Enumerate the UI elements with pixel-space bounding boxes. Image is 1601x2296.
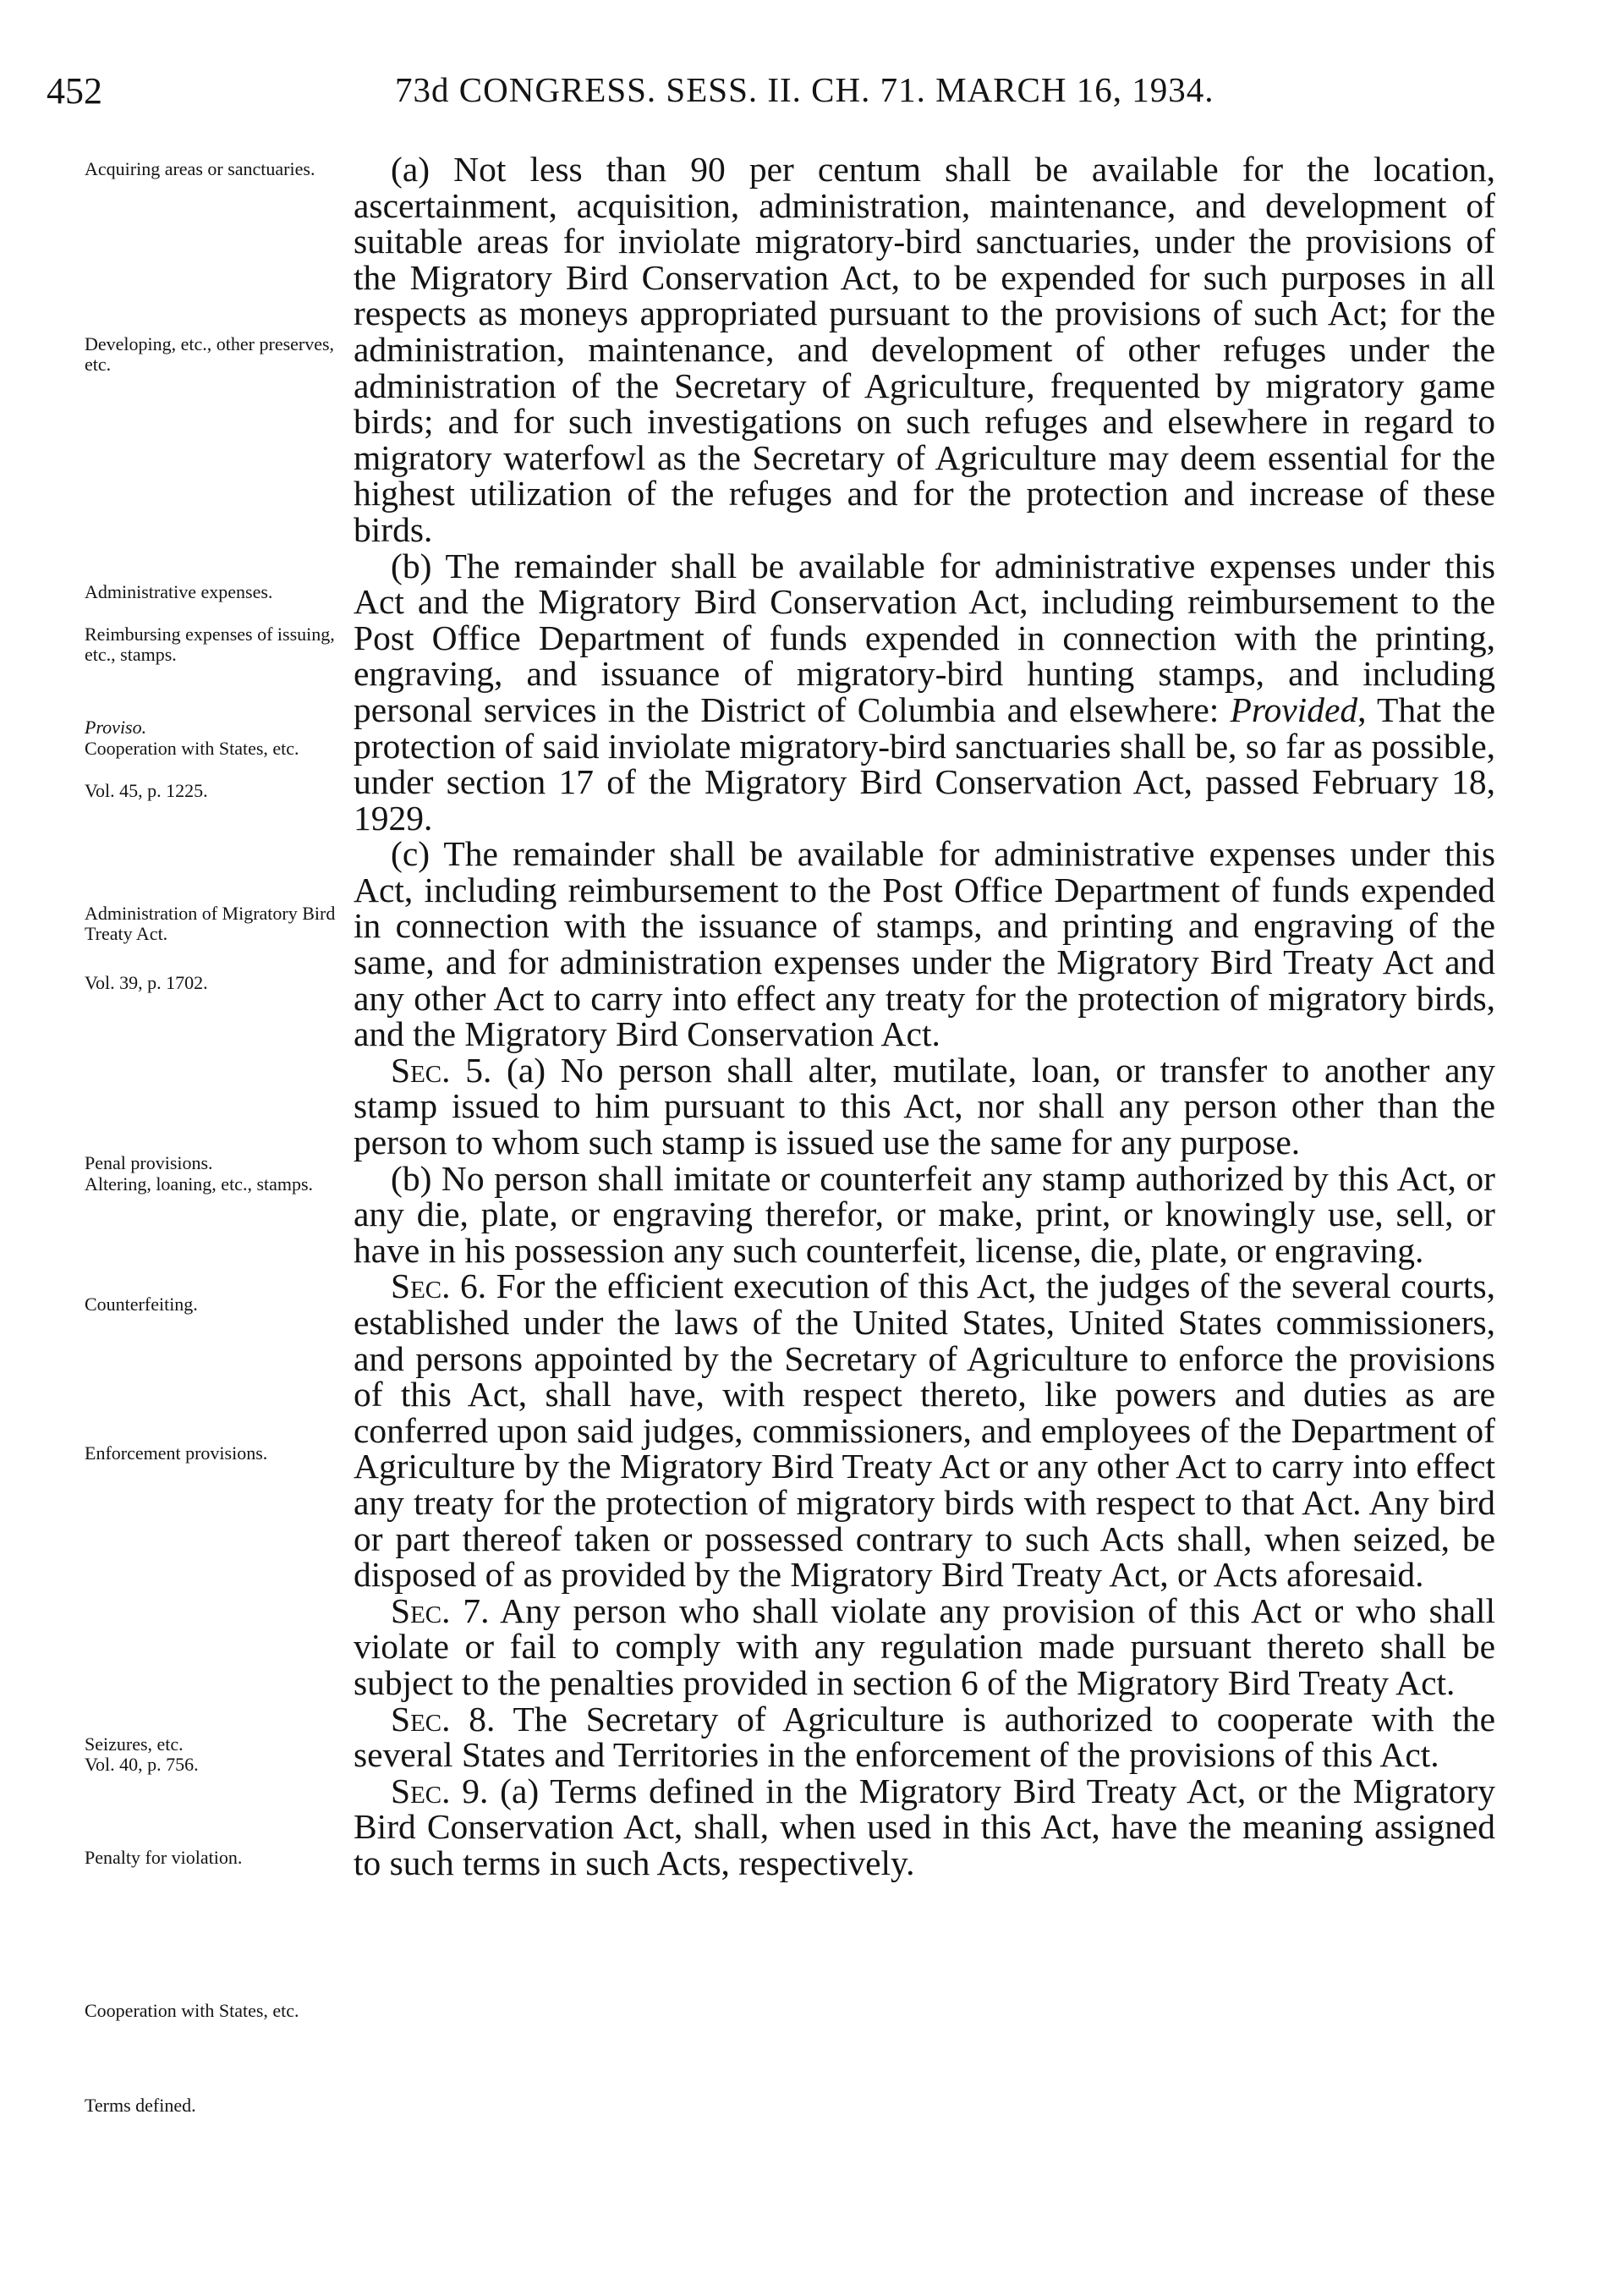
section-5b: (b) No person shall imitate or counterfeit any stamp authorized by this Act, or any die, plate, or engraving therefor, or make, print, or knowingly use, sell, or have in his possession any such counterfeit, license, die, plate, or engraving. bbox=[354, 1158, 1495, 1270]
sidenote-developing-preserves: Developing, etc., other preserves, etc. bbox=[85, 333, 335, 375]
proviso-term: Provided bbox=[1230, 689, 1358, 729]
sidenote-altering-stamps: Altering, loaning, etc., stamps. bbox=[85, 1173, 314, 1195]
sidenote-reimbursing-expenses: Reimbursing expenses of issuing, etc., stamps. bbox=[85, 623, 335, 665]
sidenote-vol40-ref: Vol. 40, p. 756. bbox=[85, 1754, 199, 1775]
paragraph-4c: (c) The remainder shall be available for administrative expenses under this Act, including reimbursement to the Post Office Department of funds expended in connection with the issuance of stamps, and printing and engraving of the same, and for administration expenses under the Migratory Bird Treaty Act and any other Act to carry into effect any treaty for the protection of migratory birds, and the Migratory Bird Conservation Act. bbox=[354, 834, 1495, 1054]
sidenote-penalty-violation: Penalty for violation. bbox=[85, 1847, 243, 1868]
section-7: Sec. 7. Any person who shall violate any provision of this Act or who shall violate or fail to comply with any regulation made pursuant thereto shall be subject to the penalties provided in section 6 of the Migratory Bird Treaty Act. bbox=[354, 1590, 1495, 1702]
sidenote-penal-provisions: Penal provisions. bbox=[85, 1152, 213, 1173]
section-label: Sec. 8. bbox=[391, 1699, 496, 1738]
sidenote-administrative-expenses: Administrative expenses. bbox=[85, 581, 273, 602]
page-header bbox=[47, 69, 1484, 120]
section-label: Sec. 6. bbox=[391, 1266, 487, 1306]
statute-text bbox=[354, 151, 1495, 1881]
section-label: Sec. 7. bbox=[391, 1590, 490, 1630]
page-number: 452 bbox=[47, 70, 102, 112]
sidenote-cooperation-states: Cooperation with States, etc. bbox=[85, 738, 299, 759]
sidenote-counterfeiting: Counterfeiting. bbox=[85, 1294, 198, 1315]
section-label: Sec. 9. bbox=[391, 1771, 489, 1810]
sidenote-vol45-ref: Vol. 45, p. 1225. bbox=[85, 780, 208, 801]
section-label: Sec. 5. bbox=[391, 1050, 492, 1090]
sidenote-cooperation-states-2: Cooperation with States, etc. bbox=[85, 2000, 299, 2021]
running-head: 73d CONGRESS. SESS. II. CH. 71. MARCH 16, 1934. bbox=[395, 70, 1214, 109]
sidenote-seizures: Seizures, etc. bbox=[85, 1733, 184, 1755]
sidenote-vol39-ref: Vol. 39, p. 1702. bbox=[85, 972, 208, 993]
section-6: Sec. 6. For the efficient execution of this Act, the judges of the several courts, established under the laws of the United States, United States commissioners, and persons appointed by the Secretary of Agriculture to enforce the provisions of this Act, shall have, with respect thereto, like powers and duties as are conferred upon said judges, commissioners, and employees of the Department of Agriculture by the Migratory Bird Treaty Act or any other Act to carry into effect any treaty for the protection of migratory birds with respect to that Act. Any bird or part thereof taken or possessed contrary to such Acts shall, when seized, be disposed of as provided by the Migratory Bird Treaty Act, or Acts aforesaid. bbox=[354, 1266, 1495, 1595]
section-9a: Sec. 9. (a) Terms defined in the Migratory Bird Treaty Act, or the Migratory Bird Conservation Act, shall, when used in this Act, have the meaning assigned to such terms in such Acts, respectively. bbox=[354, 1771, 1496, 1882]
paragraph-4a: (a) Not less than 90 per centum shall be available for the location, ascertainment, acquisition, administration, maintenance, and development of suitable areas for inviolate migratory-bird sanctuaries, under the provisions of the Migratory Bird Conservation Act, to be expended for such purposes in all respects as moneys appropriated pursuant to the provisions of such Act; for the administration, maintenance, and development of other refuges under the administration of the Secretary of Agriculture, frequented by migratory game birds; and for such investigations on such refuges and elsewhere in regard to migratory waterfowl as the Secretary of Agriculture may deem essential for the highest utilization of the refuges and for the protection and increase of these birds. bbox=[354, 150, 1495, 549]
sidenote-proviso: Proviso. bbox=[85, 717, 147, 738]
sidenote-acquiring-areas: Acquiring areas or sanctuaries. bbox=[85, 158, 315, 179]
section-5a: Sec. 5. (a) No person shall alter, mutilate, loan, or transfer to another any stamp issued to him pursuant to this Act, nor shall any person other than the person to whom such stamp is issued use the same for any purpose. bbox=[354, 1050, 1496, 1162]
sidenote-terms-defined: Terms defined. bbox=[85, 2095, 196, 2116]
paragraph-4b: (b) The remainder shall be available for administrative expenses under this Act and the Migratory Bird Conservation Act, including reimbursement to the Post Office Department of funds expended in connection with the printing, engraving, and issuance of migratory-bird hunting stamps, and including personal services in the District of Columbia and elsewhere: Provided, That the protection of said inviolate migratory-bird sanctuaries shall be, so far as possible, under section 17 of the Migratory Bird Conservation Act, passed February 18, 1929. bbox=[354, 546, 1495, 838]
section-8: Sec. 8. The Secretary of Agriculture is authorized to cooperate with the several States and Territories in the enforcement of the provisions of this Act. bbox=[354, 1699, 1496, 1775]
sidenote-administration-treaty-act: Administration of Migratory Bird Treaty Act. bbox=[85, 903, 336, 944]
sidenote-enforcement-provisions: Enforcement provisions. bbox=[85, 1442, 268, 1464]
